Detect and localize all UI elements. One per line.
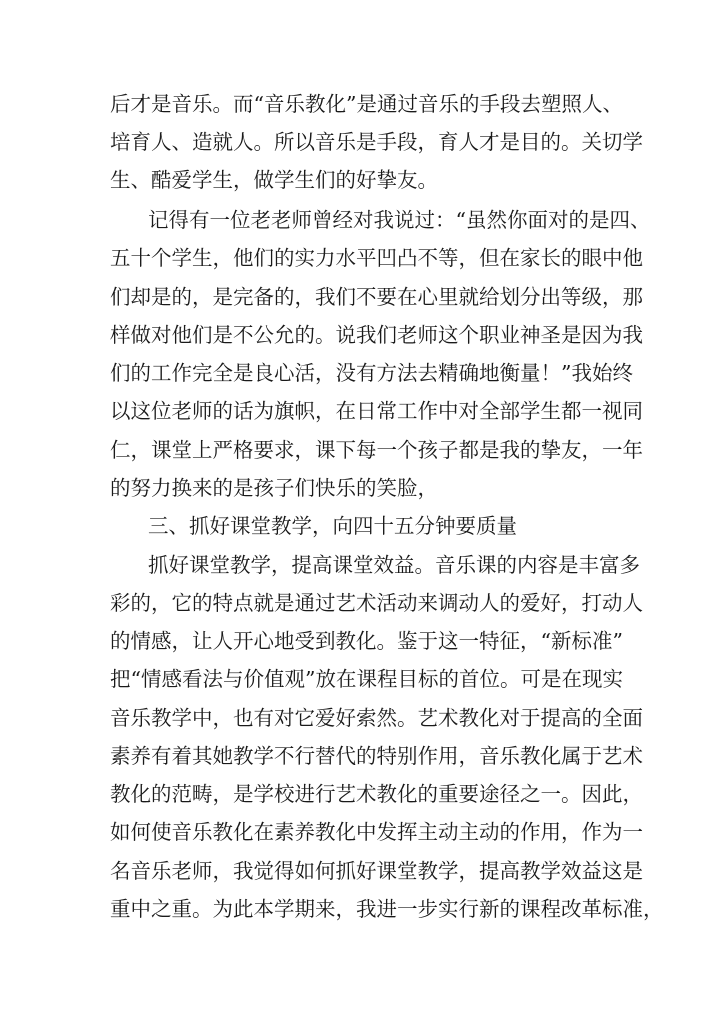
paragraph-first-line: 记得有一位老老师曾经对我说过：“虽然你面对的是四、 (148, 208, 651, 232)
section-heading: 三、抓好课堂教学，向四十五分钟要质量 (148, 514, 517, 538)
text-line: 音乐教学中，也有对它爱好索然。艺术教化对于提高的全面 (110, 706, 643, 730)
text-line: 五十个学生，他们的实力水平凹凸不等，但在家长的眼中他 (110, 246, 643, 270)
text-line: 名音乐老师，我觉得如何抓好课堂教学，提高教学效益这是 (110, 859, 643, 883)
text-line: 的情感，让人开心地受到教化。鉴于这一特征，“新标准” (110, 629, 623, 653)
text-line: 生、酷爱学生，做学生们的好挚友。 (110, 168, 438, 192)
text-line: 仁，课堂上严格要求，课下每一个孩子都是我的挚友，一年 (110, 438, 643, 462)
text-line: 后才是音乐。而“音乐教化”是通过音乐的手段去塑照人、 (110, 92, 623, 116)
text-line: 素养有着其她教学不行替代的特别作用，音乐教化属于艺术 (110, 744, 643, 768)
text-line: 彩的，它的特点就是通过艺术活动来调动人的爱好，打动人 (110, 591, 643, 615)
text-line: 们的工作完全是良心活，没有方法去精确地衡量！”我始终 (110, 361, 633, 385)
text-line: 如何使音乐教化在素养教化中发挥主动主动的作用，作为一 (110, 820, 643, 844)
text-line: 把“情感看法与价值观”放在课程目标的首位。可是在现实 (110, 667, 623, 691)
text-line: 们却是的，是完备的，我们不要在心里就给划分出等级，那 (110, 285, 643, 309)
text-line: 教化的范畴，是学校进行艺术教化的重要途径之一。因此， (110, 782, 643, 806)
text-line: 培育人、造就人。所以音乐是手段，育人才是目的。关切学 (110, 130, 643, 154)
paragraph-first-line: 抓好课堂教学，提高课堂效益。音乐课的内容是丰富多 (148, 553, 640, 577)
text-line: 样做对他们是不公允的。说我们老师这个职业神圣是因为我 (110, 323, 643, 347)
text-line: 以这位老师的话为旗帜，在日常工作中对全部学生都一视同 (110, 399, 643, 423)
text-line: 的努力换来的是孩子们快乐的笑脸， (110, 476, 438, 500)
text-line: 重中之重。为此本学期来，我进一步实行新的课程改革标准， (110, 897, 664, 921)
